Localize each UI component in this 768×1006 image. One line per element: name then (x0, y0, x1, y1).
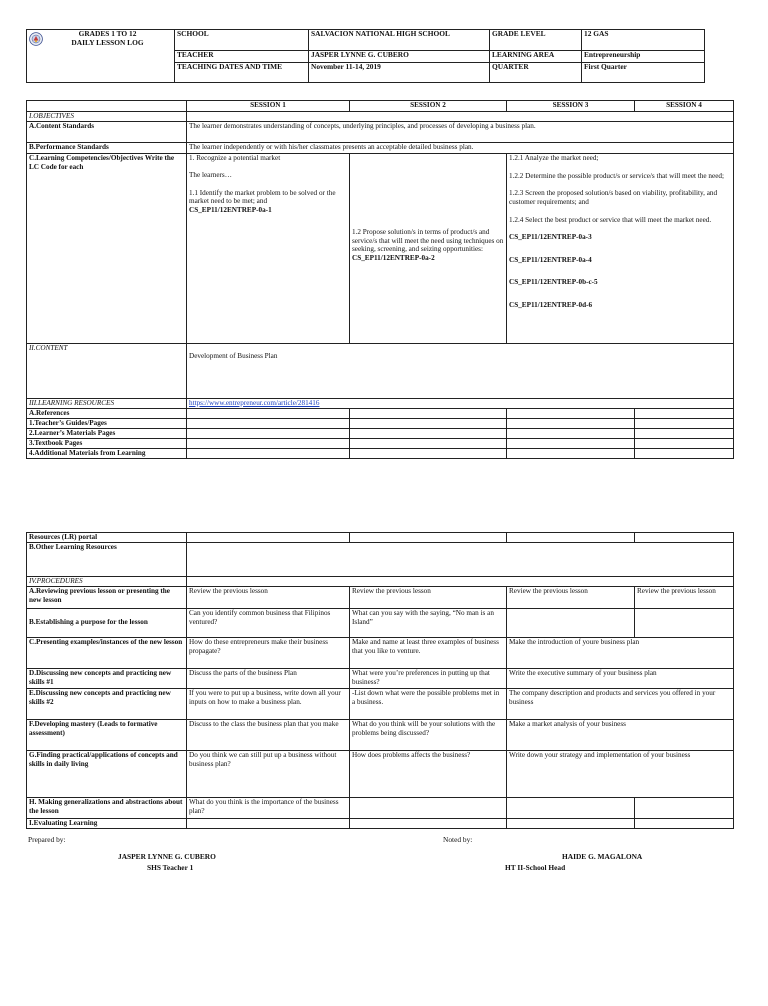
procedure-f-s1: Discuss to the class the business plan that you make (187, 720, 350, 751)
header-table (26, 29, 705, 83)
procedure-a-s1: Review the previous lesson (187, 587, 350, 609)
session-1-header: SESSION 1 (187, 101, 350, 112)
procedure-h-s1: What do you think is the importance of the business plan? (187, 798, 350, 819)
procedure-i-s2 (350, 819, 507, 829)
procedure-g-s2: How does problems affects the business? (350, 751, 507, 798)
procedure-b-s3 (507, 609, 635, 638)
learning-area-label: LEARNING AREA (490, 51, 582, 62)
procedure-b-label: B.Establishing a purpose for the lesson (27, 609, 187, 638)
table-row (27, 819, 734, 829)
session-3-header: SESSION 3 (507, 101, 635, 112)
competency-s2-text: 1.2 Propose solution/s in terms of product/s and service/s that will meet the need using techniques on seeking, screening, and seizing opportunities: (352, 228, 504, 254)
competency-session-1 (187, 154, 350, 344)
resource-link[interactable]: https://www.entrepreneur.com/article/281416 (189, 399, 320, 407)
noted-by-title: HT II-School Head (505, 863, 566, 872)
procedure-a-s3: Review the previous lesson (507, 587, 635, 609)
additional-materials-label-cont: Resources (LR) portal (27, 533, 187, 543)
procedure-c-s3: Make the introduction of youre business plan (507, 638, 734, 669)
table-row (27, 751, 734, 798)
procedure-g-s3: Write down your strategy and implementation of your business (507, 751, 734, 798)
lesson-table-bottom (26, 532, 734, 829)
learning-area-value: Entrepreneurship (582, 51, 705, 62)
grade-level-label: GRADE LEVEL (490, 30, 582, 51)
procedure-b-s1: Can you identify common business that Filipinos ventured? (187, 609, 350, 638)
table-row (27, 689, 734, 720)
procedure-e-s1: If you were to put up a business, write down all your inputs on how to make a business plan. (187, 689, 350, 720)
quarter-value: First Quarter (582, 62, 705, 82)
quarter-label: QUARTER (490, 62, 582, 82)
prepared-by-label: Prepared by: (28, 835, 66, 844)
procedure-f-s2: What do you think will be your solutions with the problems being discussed? (350, 720, 507, 751)
procedure-c-s1: How do these entrepreneurs make their business propagate? (187, 638, 350, 669)
procedure-i-label: I.Evaluating Learning (27, 819, 187, 829)
content-standards-value: The learner demonstrates understanding of concepts, underlying principles, and processes of developing a business plan. (187, 122, 734, 143)
competency-s1-text: 1. Recognize a potential market The learners… 1.1 Identify the market problem to be solved or the market need to be met; and (189, 154, 336, 206)
competency-s3-text3: 1.2.3 Screen the proposed solution/s based on viability, profitability, and customer requirements; and (509, 189, 718, 206)
table-row (27, 609, 734, 638)
competency-s2-code: CS_EP11/12ENTREP-0a-2 (352, 253, 435, 262)
competency-s3-code3: CS_EP11/12ENTREP-0b-c-5 (509, 278, 598, 287)
header-title-line1: GRADES 1 TO 12 (78, 29, 137, 38)
deped-seal-icon (29, 32, 43, 46)
procedure-e-s3: The company description and products and services you offered in your business (507, 689, 734, 720)
competency-s1-code: CS_EP11/12ENTREP-0a-1 (189, 205, 272, 214)
procedure-b-s4 (635, 609, 734, 638)
procedure-b-s2: What can you say with the saying, “No man is an Island” (350, 609, 507, 638)
competency-s3-text1: 1.2.1 Analyze the market need; (509, 154, 599, 162)
competency-s3-text2: 1.2.2 Determine the possible product/s or service/s that will meet the need; (509, 171, 724, 180)
competencies-label: C.Learning Competencies/Objectives Write the LC Code for each (27, 154, 187, 344)
procedure-c-label: C.Presenting examples/instances of the new lesson (27, 638, 187, 669)
competency-s3-text4: 1.2.4 Select the best product or service that will meet the market need. (509, 215, 712, 224)
competency-s3-code1: CS_EP11/12ENTREP-0a-3 (509, 233, 592, 242)
procedure-h-s2 (350, 798, 507, 819)
procedure-i-s1 (187, 819, 350, 829)
procedure-i-s4 (635, 819, 734, 829)
procedure-f-label: F.Developing mastery (Leads to formative assessment) (27, 720, 187, 751)
procedure-f-s3: Make a market analysis of your business (507, 720, 734, 751)
teaching-dates-label: TEACHING DATES AND TIME (175, 62, 309, 82)
table-row (27, 587, 734, 609)
procedure-d-label: D.Discussing new concepts and practicing new skills #1 (27, 669, 187, 689)
procedure-d-s3: Write the executive summary of your business plan (507, 669, 734, 689)
teacher-value: JASPER LYNNE G. CUBERO (309, 51, 490, 62)
session-4-header: SESSION 4 (635, 101, 734, 112)
prepared-by-name: JASPER LYNNE G. CUBERO (118, 852, 216, 861)
content-standards-label: A.Content Standards (27, 122, 187, 143)
procedure-g-label: G.Finding practical/applications of concepts and skills in daily living (27, 751, 187, 798)
procedure-g-s1: Do you think we can still put up a business without business plan? (187, 751, 350, 798)
competency-s3-code2: CS_EP11/12ENTREP-0a-4 (509, 255, 592, 264)
school-value: SALVACION NATIONAL HIGH SCHOOL (309, 30, 490, 51)
procedure-h-label: H. Making generalizations and abstractions about the lesson (27, 798, 187, 819)
content-value: Development of Business Plan (189, 352, 278, 360)
procedure-d-s2: What were you’re preferences in putting up that business? (350, 669, 507, 689)
procedure-a-label: A.Reviewing previous lesson or presenting the new lesson (27, 587, 187, 609)
procedure-c-s2: Make and name at least three examples of business that you like to venture. (350, 638, 507, 669)
table-row (27, 638, 734, 669)
procedure-h-s3 (507, 798, 635, 819)
procedure-i-s3 (507, 819, 635, 829)
competency-session-3 (507, 154, 734, 344)
learning-resources-heading: III.LEARNING RESOURCES (27, 399, 187, 409)
competency-session-2 (350, 154, 507, 344)
teachers-guide-label: 1.Teacher’s Guides/Pages (27, 419, 187, 429)
textbook-label: 3.Textbook Pages (27, 439, 187, 449)
procedure-e-label: E.Discussing new concepts and practicing new skills #2 (27, 689, 187, 720)
header-title-cell (27, 30, 175, 83)
procedure-a-s2: Review the previous lesson (350, 587, 507, 609)
lesson-table-top (26, 100, 734, 459)
procedure-e-s2: -List down what were the possible problems met in a business. (350, 689, 507, 720)
procedure-a-s4: Review the previous lesson (635, 587, 734, 609)
performance-standards-value: The learner independently or with his/her classmates presents an acceptable detailed business plan. (187, 143, 734, 154)
header-title-line2: DAILY LESSON LOG (71, 37, 144, 47)
table-row (27, 720, 734, 751)
teaching-dates-value: November 11-14, 2019 (309, 62, 490, 82)
references-label: A.References (27, 409, 187, 419)
additional-materials-label: 4.Additional Materials from Learning (27, 449, 187, 459)
school-label: SCHOOL (175, 30, 309, 51)
table-row (27, 669, 734, 689)
noted-by-name: HAIDE G. MAGALONA (562, 852, 643, 861)
objectives-heading: I.OBJECTIVES (27, 112, 187, 122)
teacher-label: TEACHER (175, 51, 309, 62)
grade-level-value: 12 GAS (582, 30, 705, 51)
competency-s3-code4: CS_EP11/12ENTREP-0d-6 (509, 301, 593, 310)
session-2-header: SESSION 2 (350, 101, 507, 112)
procedure-d-s1: Discuss the parts of the business Plan (187, 669, 350, 689)
content-heading: II.CONTENT (27, 344, 187, 399)
other-resources-label: B.Other Learning Resources (27, 543, 187, 577)
noted-by-label: Noted by: (443, 835, 473, 844)
procedures-heading: IV.PROCEDURES (27, 577, 187, 587)
table-row (27, 798, 734, 819)
prepared-by-title: SHS Teacher 1 (147, 863, 194, 872)
performance-standards-label: B.Performance Standards (27, 143, 187, 154)
learners-materials-label: 2.Learner’s Materials Pages (27, 429, 187, 439)
procedure-h-s4 (635, 798, 734, 819)
